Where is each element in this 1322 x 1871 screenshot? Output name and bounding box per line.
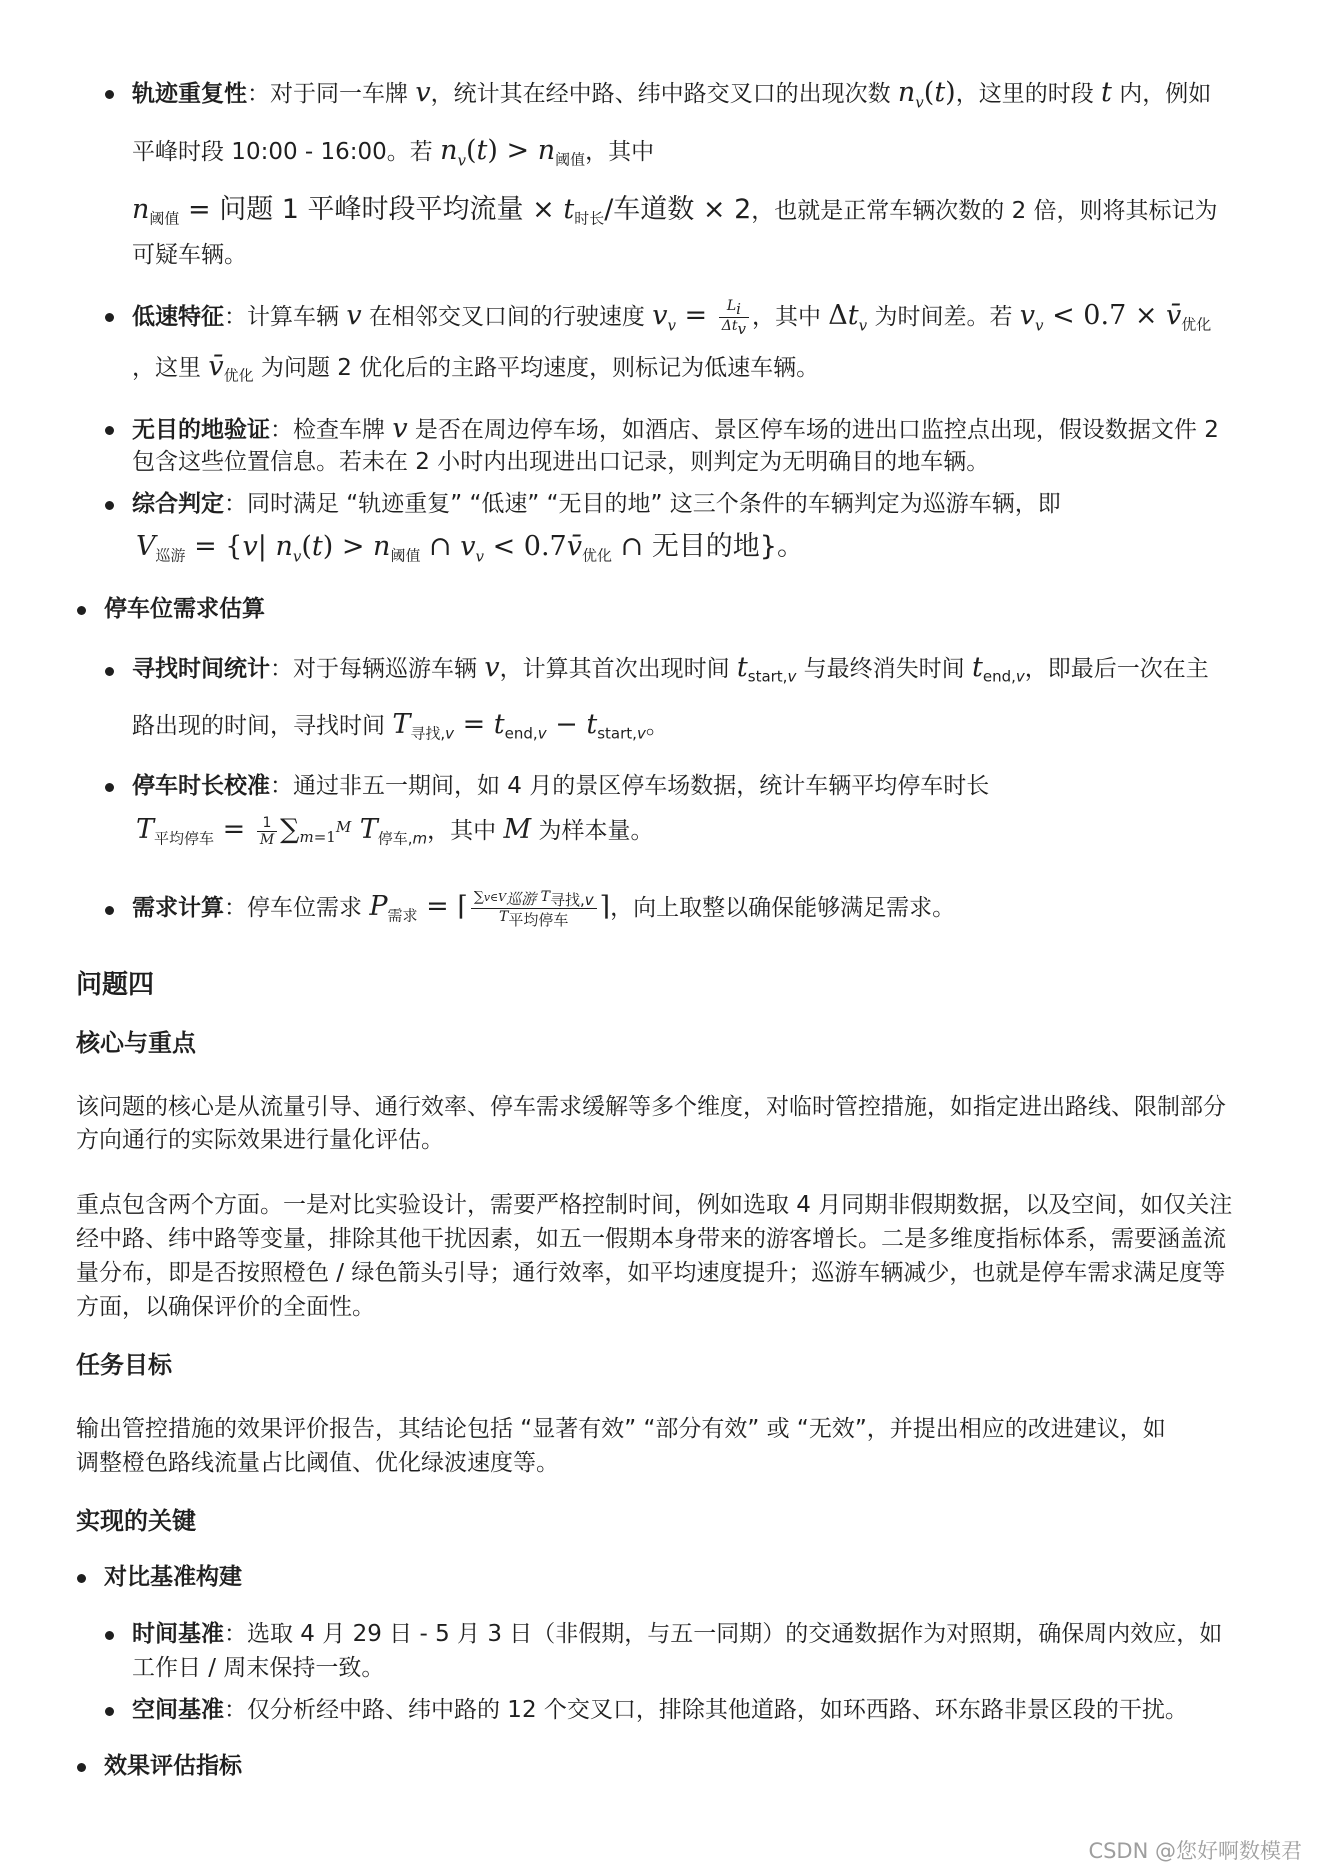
trajectory-line-3: $n_{阈值}$ = 问题 1 平峰时段平均流量 × $t_{时长}/$车道数 × 2，也就是正常车辆次数的 2 倍，则将其标记为	[132, 194, 1218, 228]
time-baseline-line-2: 工作日 / 周末保持一致。	[132, 1655, 385, 1681]
watermark: CSDN @您好啊数模君	[1088, 1839, 1302, 1863]
search-line-2: 路出现的时间，寻找时间 $T_{寻找,v} = t_{end,v} - t_{start,v}$。	[132, 709, 669, 743]
nodest-line-1: 无目的地验证：检查车牌 v 是否在周边停车场，如酒店、景区停车场的进出口监控点出现，假设数据文件 2	[132, 413, 1219, 444]
calib-formula: $T_{平均停车}$ = $\frac{1}{M}$ $\sum_{m=1}^M$ $T_{停车,m}$，其中 M 为样本量。	[136, 814, 654, 848]
goal-paragraph: 输出管控措施的效果评价报告，其结论包括 “显著有效” “部分有效” 或 “无效”，并提出相应的改进建议，如	[76, 1416, 1166, 1442]
nodest-line-2: 包含这些位置信息。若未在 2 小时内出现进出口记录，则判定为无明确目的地车辆。	[132, 449, 990, 475]
trajectory-line-1: 轨迹重复性：对于同一车牌 v，统计其在经中路、纬中路交叉口的出现次数 $n_v(t)$，这里的时段 t 内，例如	[132, 77, 1212, 112]
core-paragraph-2: 重点包含两个方面。一是对比实验设计，需要严格控制时间，例如选取 4 月同期非假期数据，以及空间，如仅关注	[76, 1192, 1233, 1218]
bullet	[105, 426, 114, 435]
bullet	[105, 501, 114, 510]
demand-line: 需求计算：停车位需求 $P_{需求}$ = ⌈ $\frac{\sum v\in V_{巡游} T_{寻找,v}}{T_{平均停车}}$ ⌉，向上取整以确保能够满足需求。	[132, 889, 956, 929]
core-paragraph-2: 方面，以确保评价的全面性。	[76, 1294, 375, 1320]
combined-line-1: 综合判定：同时满足 “轨迹重复” “低速” “无目的地” 这三个条件的车辆判定为巡游车辆，即	[132, 491, 1061, 517]
trajectory-line-4: 可疑车辆。	[132, 242, 247, 268]
search-line-1: 寻找时间统计：对于每辆巡游车辆 v，计算其首次出现时间 $t_{start,v}$ 与最终消失时间 $t_{end,v}$，即最后一次在主	[132, 652, 1209, 686]
bullet	[105, 906, 114, 915]
baseline-title: 对比基准构建	[104, 1564, 242, 1590]
core-paragraph-2: 经中路、纬中路等变量，排除其他干扰因素，如五一假期本身带来的游客增长。二是多维度指标体系，需要涵盖流	[76, 1226, 1226, 1252]
bullet	[105, 313, 114, 322]
bullet	[77, 606, 86, 615]
bullet	[105, 1631, 114, 1640]
heading-key: 实现的关键	[76, 1507, 196, 1535]
heading-core: 核心与重点	[76, 1029, 196, 1057]
trajectory-line-2: 平峰时段 10:00 - 16:00。若 $n_v(t) > n_{阈值}$，其中	[132, 135, 655, 170]
bullet	[77, 1763, 86, 1772]
bullet	[77, 1574, 86, 1583]
parking-title: 停车位需求估算	[104, 596, 265, 622]
heading-goal: 任务目标	[76, 1351, 172, 1379]
time-baseline-line-1: 时间基准：选取 4 月 29 日 - 5 月 3 日（非假期，与五一同期）的交通数据作为对照期，确保周内效应，如	[132, 1621, 1223, 1647]
eval-title: 效果评估指标	[104, 1753, 242, 1779]
section-title-q4: 问题四	[76, 970, 155, 1000]
bullet	[105, 1707, 114, 1716]
lowspeed-line-1: 低速特征：计算车辆 v 在相邻交叉口间的行驶速度 $v_v$ = $\frac{L_i}{\Delta t_v}$ ，其中 $\Delta t_v$ 为时间差。若 $v_v < 0.7$ × $v̄_{优化}$	[132, 298, 1212, 338]
core-paragraph-2: 量分布，即是否按照橙色 / 绿色箭头引导；通行效率，如平均速度提升；巡游车辆减少，也就是停车需求满足度等	[76, 1260, 1226, 1286]
calib-line-1: 停车时长校准：通过非五一期间，如 4 月的景区停车场数据，统计车辆平均停车时长	[132, 773, 990, 799]
combined-formula: $V_{巡游} = \{v|$ $n_v(t) > n_{阈值}$ ∩ $v_v$ < $0.7v̄_{优化}$ ∩ 无目的地}。	[136, 531, 804, 566]
bullet	[105, 90, 114, 99]
lowspeed-line-2: ，这里 $v̄_{优化}$ 为问题 2 优化后的主路平均速度，则标记为低速车辆。	[132, 351, 820, 385]
core-paragraph-1: 该问题的核心是从流量引导、通行效率、停车需求缓解等多个维度，对临时管控措施，如指定进出路线、限制部分	[76, 1094, 1226, 1120]
bullet	[105, 783, 114, 792]
space-baseline-line: 空间基准：仅分析经中路、纬中路的 12 个交叉口，排除其他道路，如环西路、环东路非景区段的干扰。	[132, 1697, 1188, 1723]
core-paragraph-1: 方向通行的实际效果进行量化评估。	[76, 1127, 444, 1153]
bullet	[105, 667, 114, 676]
goal-paragraph: 调整橙色路线流量占比阈值、优化绿波速度等。	[76, 1450, 559, 1476]
